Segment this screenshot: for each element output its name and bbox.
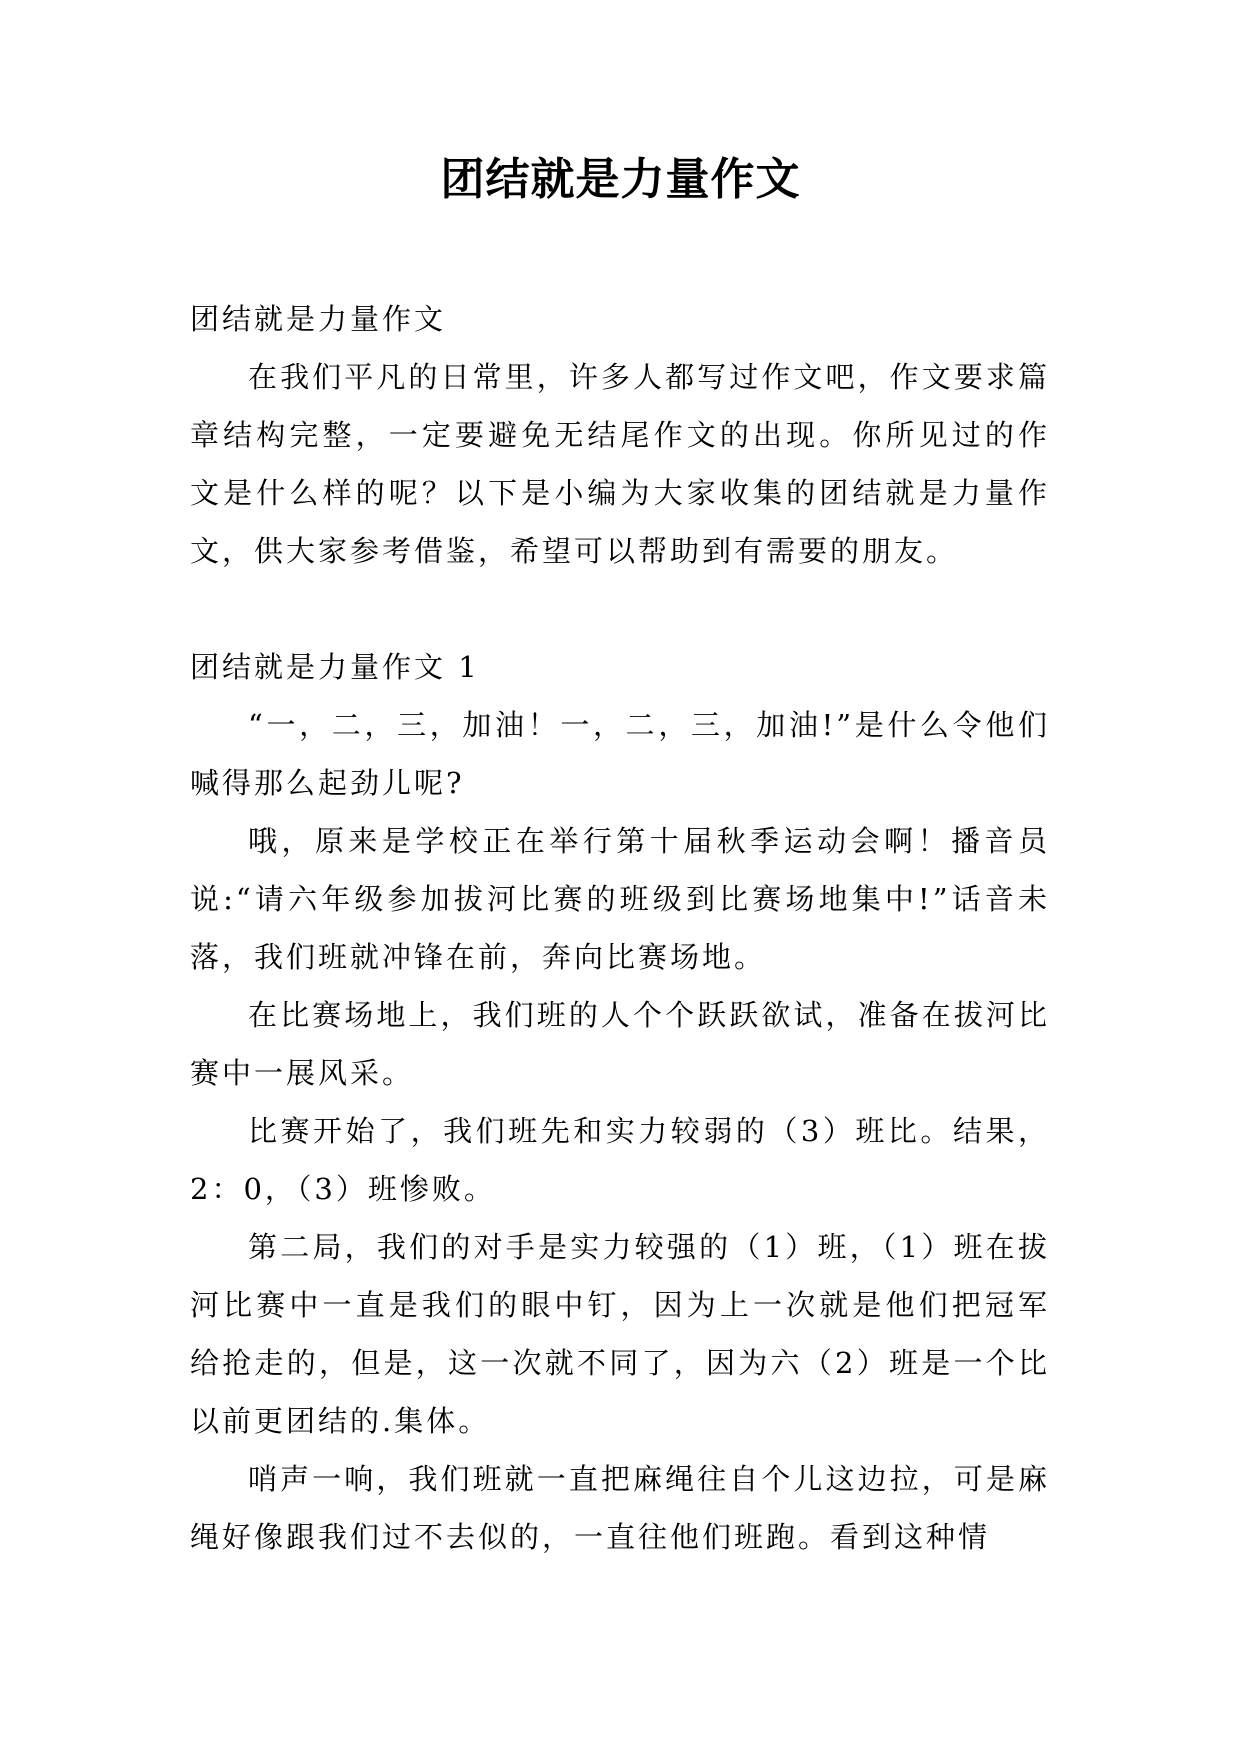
essay-1-heading: 团结就是力量作文 1 [190,650,480,684]
document-body [190,290,1050,1566]
essay-1-paragraph-2: 哦，原来是学校正在举行第十届秋季运动会啊！播音员说:“请六年级参加拔河比赛的班级到比赛场地集中!”话音未落，我们班就冲锋在前，奔向比赛场地。 [190,824,1050,974]
intro-paragraph: 在我们平凡的日常里，许多人都写过作文吧，作文要求篇章结构完整，一定要避免无结尾作文的出现。你所见过的作文是什么样的呢？以下是小编为大家收集的团结就是力量作文，供大家参考借鉴，希望可以帮助到有需要的朋友。 [190,360,1050,568]
document-title: 团结就是力量作文 [440,154,801,205]
essay-1-paragraph-5: 第二局，我们的对手是实力较强的（1）班，（1）班在拔河比赛中一直是我们的眼中钉，因为上一次就是他们把冠军给抢走的，但是，这一次就不同了，因为六（2）班是一个比以前更团结的.集体。 [190,1230,1050,1438]
essay-1-paragraph-6: 哨声一响，我们班就一直把麻绳往自个儿这边拉，可是麻绳好像跟我们过不去似的，一直往他们班跑。看到这种情 [190,1462,1050,1554]
intro-heading: 团结就是力量作文 [190,302,447,336]
essay-1-paragraph-4: 比赛开始了，我们班先和实力较弱的（3）班比。结果，2：0，（3）班惨败。 [190,1114,1050,1206]
essay-1-paragraph-3: 在比赛场地上，我们班的人个个跃跃欲试，准备在拔河比赛中一展风采。 [190,998,1050,1090]
section-spacer [190,580,1050,638]
essay-1-paragraph-1: “一，二，三，加油！一，二，三，加油!”是什么令他们喊得那么起劲儿呢? [190,708,1050,800]
